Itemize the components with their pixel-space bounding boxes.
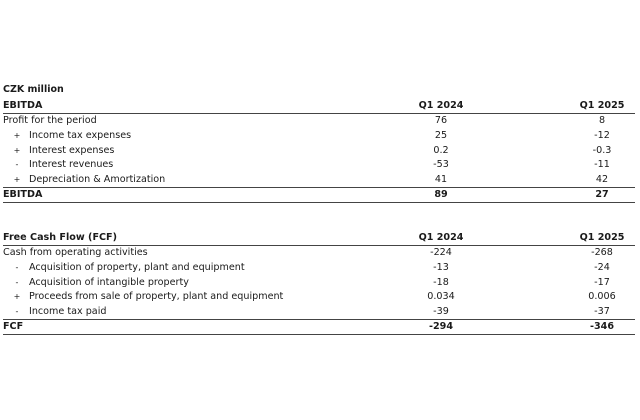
total-q1-2025: 27 <box>555 187 635 203</box>
value-q1-2025: -37 <box>594 305 610 317</box>
value-q1-2024: -224 <box>430 247 452 259</box>
value-q1-2024: 41 <box>434 173 448 185</box>
sign-marker: + <box>13 292 21 302</box>
table-row <box>3 113 635 128</box>
table-row <box>3 128 635 143</box>
value-q1-2024: 0.034 <box>427 291 455 303</box>
sign-marker: - <box>15 160 19 170</box>
total-label: EBITDA <box>3 187 383 203</box>
total-row <box>3 187 635 203</box>
sign-marker: + <box>13 174 21 184</box>
row-label: Depreciation & Amortization <box>29 173 166 185</box>
value-q1-2025: 8 <box>598 115 606 127</box>
row-label: Interest expenses <box>29 144 115 156</box>
ebitda-table <box>3 98 635 203</box>
row-label: Acquisition of intangible property <box>29 276 189 288</box>
sign-marker: + <box>13 130 21 140</box>
row-label: Acquisition of property, plant and equipment <box>29 261 245 273</box>
sign-marker: + <box>13 145 21 155</box>
column-header-q1-2024: Q1 2024 <box>383 230 495 245</box>
total-row <box>3 319 635 335</box>
total-label: FCF <box>3 319 383 335</box>
row-label: Profit for the period <box>3 115 97 127</box>
total-q1-2024: -294 <box>383 319 495 335</box>
value-q1-2025: 42 <box>595 173 609 185</box>
row-label: Proceeds from sale of property, plant and equipment <box>29 291 284 303</box>
value-q1-2025: -24 <box>594 261 610 273</box>
table-title: EBITDA <box>3 98 383 113</box>
table-row <box>3 172 635 187</box>
column-header-q1-2024: Q1 2024 <box>383 98 495 113</box>
table-row <box>3 157 635 172</box>
value-q1-2025: -17 <box>594 276 610 288</box>
column-header-q1-2025: Q1 2025 <box>555 98 635 113</box>
table-title: Free Cash Flow (FCF) <box>3 230 383 245</box>
table-row <box>3 289 635 304</box>
table-row <box>3 245 635 260</box>
value-q1-2024: -18 <box>433 276 449 288</box>
value-q1-2024: -13 <box>433 261 449 273</box>
row-label: Income tax paid <box>29 305 107 317</box>
value-q1-2025: -0.3 <box>592 144 612 156</box>
sign-marker: - <box>15 306 19 316</box>
table-row <box>3 304 635 319</box>
value-q1-2024: 76 <box>434 115 448 127</box>
fcf-table <box>3 230 635 335</box>
total-q1-2024: 89 <box>383 187 495 203</box>
value-q1-2024: 25 <box>434 129 448 141</box>
value-q1-2025: 0.006 <box>588 291 616 303</box>
row-label: Interest revenues <box>29 159 114 171</box>
sign-marker: - <box>15 262 19 272</box>
table-header-row <box>3 98 635 113</box>
value-q1-2024: 0.2 <box>433 144 449 156</box>
value-q1-2025: -11 <box>594 159 610 171</box>
value-q1-2024: -39 <box>433 305 449 317</box>
unit-title: CZK million <box>3 84 64 95</box>
sign-marker: - <box>15 277 19 287</box>
row-label: Cash from operating activities <box>3 247 148 259</box>
table-row <box>3 260 635 275</box>
table-header-row <box>3 230 635 245</box>
column-header-q1-2025: Q1 2025 <box>555 230 635 245</box>
value-q1-2025: -12 <box>594 129 610 141</box>
row-label: Income tax expenses <box>29 129 132 141</box>
table-row <box>3 143 635 158</box>
value-q1-2024: -53 <box>433 159 449 171</box>
value-q1-2025: -268 <box>591 247 613 259</box>
total-q1-2025: -346 <box>555 319 635 335</box>
table-row <box>3 275 635 290</box>
